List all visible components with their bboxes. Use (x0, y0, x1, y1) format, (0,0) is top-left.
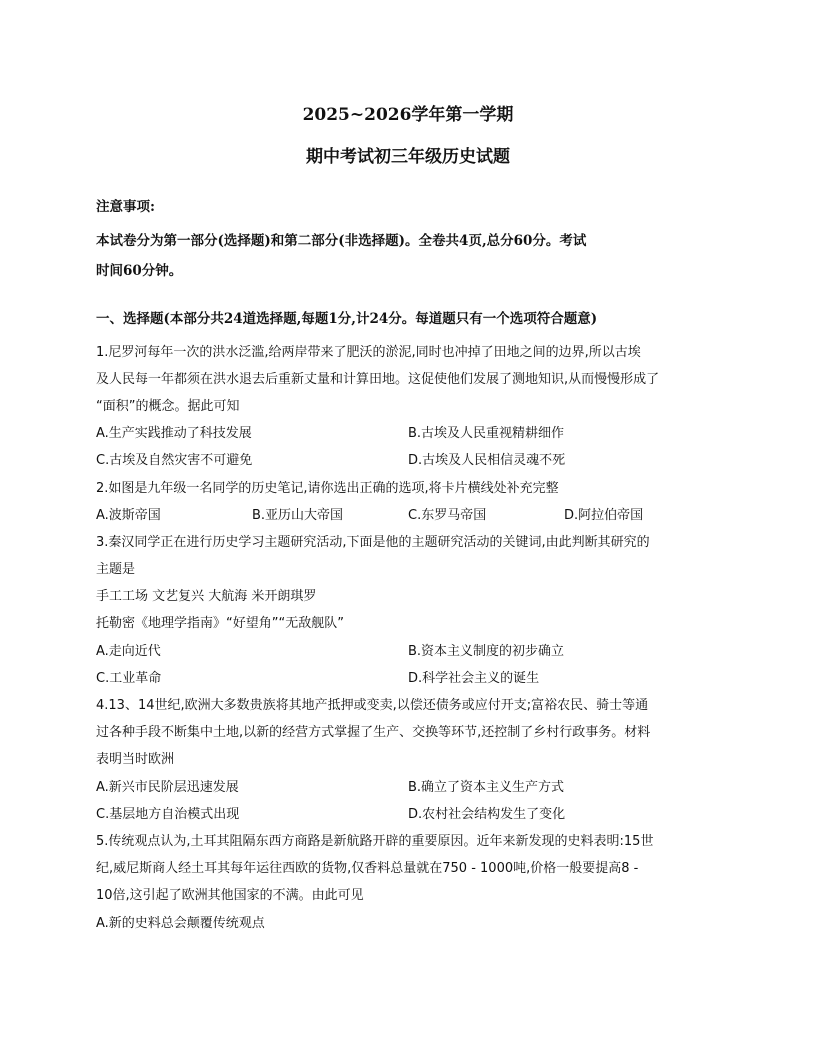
question-4-text: 表明当时欧洲 (96, 752, 175, 767)
option-a: A.新的史料总会颠覆传统观点 (96, 916, 265, 931)
notice-line-1: 本试卷分为第一部分(选择题)和第二部分(非选择题)。全卷共4页,总分60分。考试 (96, 233, 587, 249)
question-5-text: 10倍,这引起了欧洲其他国家的不满。由此可见 (96, 888, 364, 903)
question-3-keywords: 手工工场 文艺复兴 大航海 米开朗琪罗 (96, 589, 317, 604)
question-1-text: “面积”的概念。据此可知 (96, 399, 240, 414)
option-d: D.古埃及人民相信灵魂不死 (408, 453, 566, 468)
option-a: A.新兴市民阶层迅速发展 (96, 780, 239, 795)
question-3-text: 3.秦汉同学正在进行历史学习主题研究活动,下面是他的主题研究活动的关键词,由此判断其研究的 (96, 535, 650, 550)
option-d: D.科学社会主义的诞生 (408, 671, 540, 686)
option-d: D.农村社会结构发生了变化 (408, 807, 566, 822)
option-a: A.走向近代 (96, 644, 161, 659)
notice-heading: 注意事项: (96, 199, 155, 215)
option-b: B.古埃及人民重视精耕细作 (408, 426, 565, 441)
question-4-text: 过各种手段不断集中土地,以新的经营方式掌握了生产、交换等环节,还控制了乡村行政事务。材料 (96, 725, 651, 740)
option-a: A.波斯帝国 (96, 508, 161, 523)
option-b: B.资本主义制度的初步确立 (408, 644, 565, 659)
notice-line-2: 时间60分钟。 (96, 263, 183, 279)
question-5-text: 纪,威尼斯商人经土耳其每年运往西欧的货物,仅香料总量就在750 - 1000吨,价格一般要提高8 - (96, 861, 639, 876)
exam-title-subject: 期中考试初三年级历史试题 (306, 147, 510, 167)
question-1-text: 1.尼罗河每年一次的洪水泛滥,给两岸带来了肥沃的淤泥,同时也冲掉了田地之间的边界,所以古埃 (96, 345, 641, 360)
question-5-text: 5.传统观点认为,土耳其阻隔东西方商路是新航路开辟的重要原因。近年来新发现的史料表明:15世 (96, 834, 654, 849)
section-heading: 一、选择题(本部分共24道选择题,每题1分,计24分。每道题只有一个选项符合题意) (96, 311, 598, 327)
option-a: A.生产实践推动了科技发展 (96, 426, 252, 441)
exam-title-term: 2025~2026学年第一学期 (302, 105, 514, 125)
question-3-text: 主题是 (96, 562, 136, 577)
option-c: C.古埃及自然灾害不可避免 (96, 453, 253, 468)
question-4-text: 4.13、14世纪,欧洲大多数贵族将其地产抵押或变卖,以偿还债务或应付开支;富裕农民、骑士等通 (96, 698, 649, 713)
option-c: C.东罗马帝国 (408, 508, 487, 523)
option-b: B.确立了资本主义生产方式 (408, 780, 565, 795)
question-2-text: 2.如图是九年级一名同学的历史笔记,请你选出正确的选项,将卡片横线处补充完整 (96, 481, 559, 496)
option-d: D.阿拉伯帝国 (564, 508, 644, 523)
question-1-text: 及人民每一年都须在洪水退去后重新丈量和计算田地。这促使他们发展了测地知识,从而慢慢形成了 (96, 372, 660, 387)
question-3-keywords: 托勒密《地理学指南》“好望角”“无敌舰队” (96, 616, 344, 631)
option-c: C.基层地方自治模式出现 (96, 807, 240, 822)
option-c: C.工业革命 (96, 671, 162, 686)
option-b: B.亚历山大帝国 (252, 508, 344, 523)
